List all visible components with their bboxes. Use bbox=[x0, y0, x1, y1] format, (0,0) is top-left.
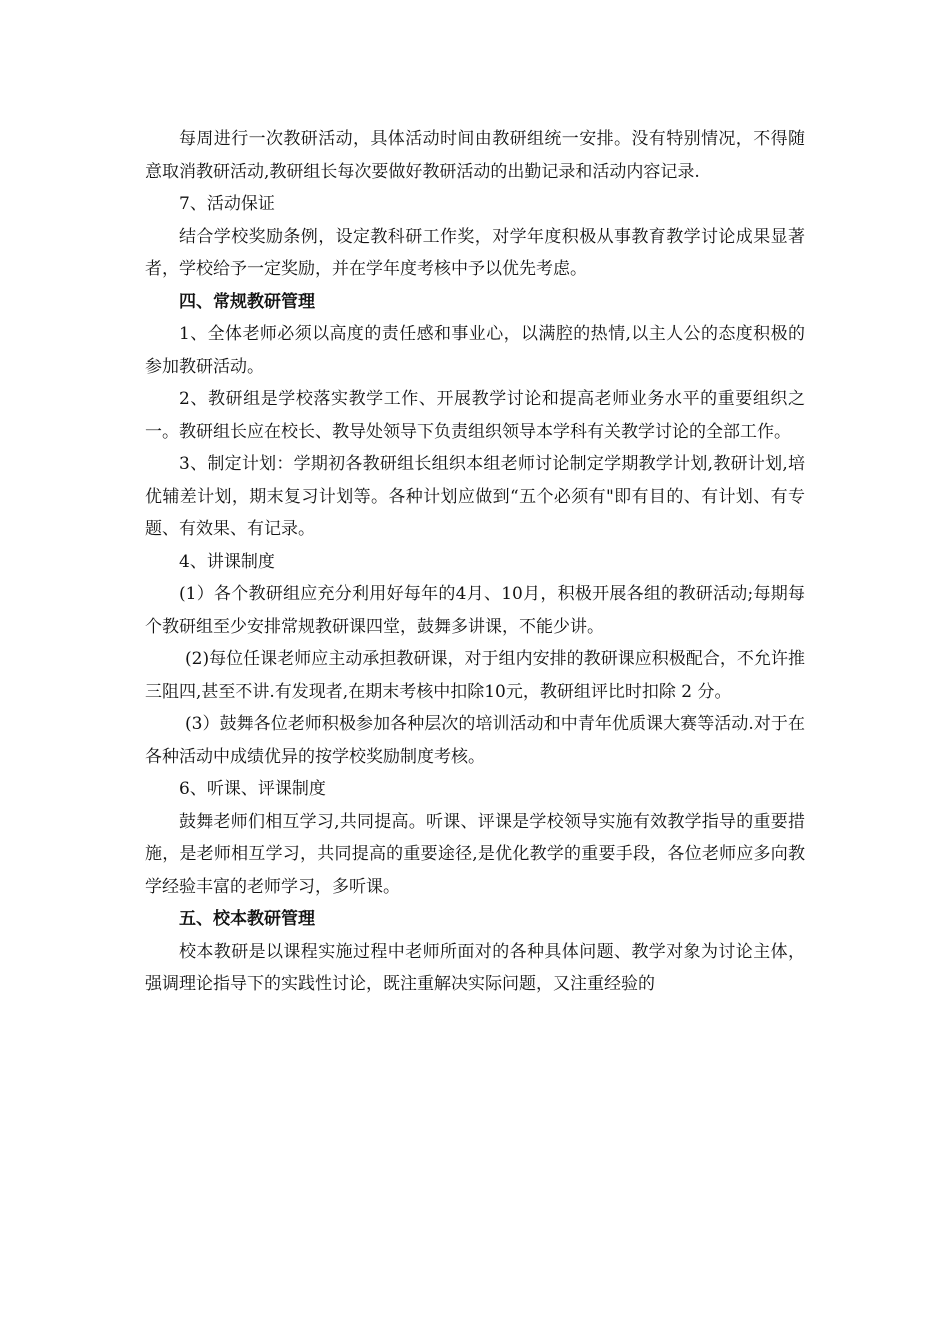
sub-item-2-research-lessons: (2)每位任课老师应主动承担教研课，对于组内安排的教研课应积极配合，不允许推三阻四,甚至不讲.有发现者,在期末考核中扣除10元，教研组评比时扣除 2 分。 bbox=[145, 649, 805, 702]
sub-item-1-lecture-activities: (1）各个教研组应充分利用好每年的4月、10月，积极开展各组的教研活动;每期每个教研组至少安排常规教研课四堂，鼓舞多讲课，不能少讲。 bbox=[145, 584, 805, 637]
paragraph-school-based-research: 校本教研是以课程实施过程中老师所面对的各种具体问题、教学对象为讨论主体，强调理论指导下的实践性讨论，既注重解决实际问题，又注重经验的 bbox=[145, 941, 805, 994]
section-heading-4: 四、常规教研管理 bbox=[179, 291, 315, 312]
paragraph-reward-policy: 结合学校奖励条例，设定教科研工作奖，对学年度积极从事教育教学讨论成果显著者，学校给予一定奖励，并在学年度考核中予以优先考虑。 bbox=[145, 226, 805, 279]
paragraph-mutual-learning: 鼓舞老师们相互学习,共同提高。听课、评课是学校领导实施有效教学指导的重要措施，是老师相互学习，共同提高的重要途径,是优化教学的重要手段，各位老师应多向教学经验丰富的老师学习，多听课。 bbox=[145, 811, 805, 897]
paragraph-activity-schedule: 每周进行一次教研活动，具体活动时间由教研组统一安排。没有特别情况，不得随意取消教研活动,教研组长每次要做好教研活动的出勤记录和活动内容记录. bbox=[145, 129, 805, 182]
item-4-lecture-system: 4、讲课制度 bbox=[179, 551, 275, 572]
item-1-teacher-participation: 1、全体老师必须以高度的责任感和事业心，以满腔的热情,以主人公的态度积极的参加教研活动。 bbox=[145, 324, 805, 377]
sub-item-3-training: (3）鼓舞各位老师积极参加各种层次的培训活动和中青年优质课大赛等活动.对于在各种活动中成绩优异的按学校奖励制度考核。 bbox=[145, 714, 805, 767]
item-7-activity-guarantee: 7、活动保证 bbox=[179, 194, 275, 214]
section-heading-5: 五、校本教研管理 bbox=[179, 909, 315, 929]
document-page bbox=[145, 123, 805, 1001]
item-2-research-group-role: 2、教研组是学校落实教学工作、开展教学讨论和提高老师业务水平的重要组织之一。教研组长应在校长、教导处领导下负责组织领导本学科有关教学讨论的全部工作。 bbox=[145, 389, 805, 442]
item-6-listen-evaluate: 6、听课、评课制度 bbox=[179, 779, 326, 799]
item-3-make-plans: 3、制定计划：学期初各教研组长组织本组老师讨论制定学期教学计划,教研计划,培优辅差计划，期末复习计划等。各种计划应做到“五个必须有"即有目的、有计划、有专题、有效果、有记录。 bbox=[145, 454, 805, 539]
